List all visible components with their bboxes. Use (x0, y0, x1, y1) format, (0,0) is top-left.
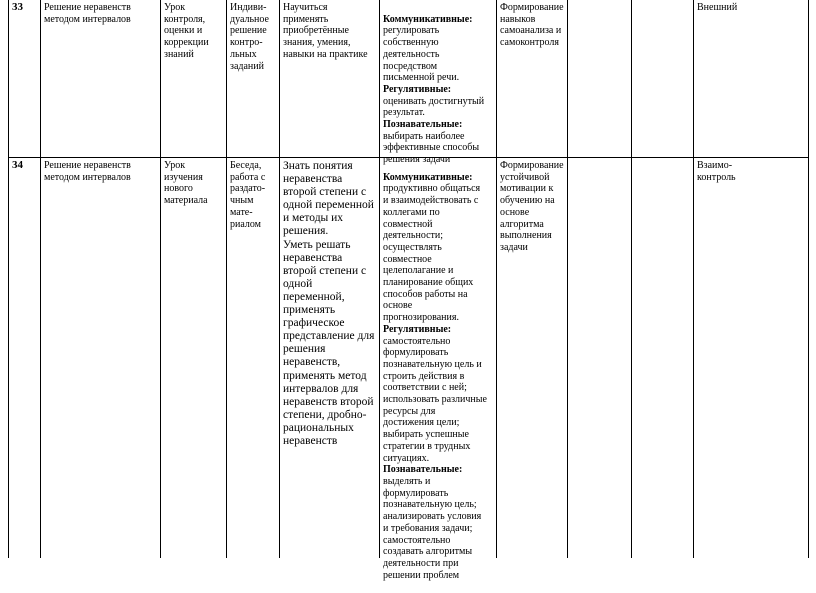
uud-regulative-text: оценивать достигнутый результат. (383, 95, 485, 119)
uud-regulative-title: Регулятивные: (383, 83, 452, 95)
lesson-number: 34 (12, 159, 23, 171)
column-divider (226, 0, 227, 558)
uud-cognitive-title: Познавательные: (383, 119, 463, 131)
lesson-topic: Решение неравенств методом интервалов (44, 2, 131, 25)
activity-type: Беседа, работа с раздато- чным мате- риалом (230, 160, 266, 230)
column-divider (631, 0, 632, 558)
uud-communicative-text: продуктивно общаться и взаимодействовать с коллегами по совместной деятельности; осуществлять совместное целеполагание и планирование общих способов работы на основе прогнозирования. (383, 183, 481, 324)
column-divider (279, 0, 280, 558)
lesson-number: 33 (12, 1, 23, 13)
uud-cell (383, 2, 495, 178)
uud-cognitive-title: Познавательные: (383, 464, 463, 476)
uud-cognitive-text: выделять и формулировать познавательную цель; анализировать условия и требования задачи; самостоятельно создавать алгоритмы деятельности при решении проблем (383, 475, 482, 581)
column-divider (160, 0, 161, 558)
uud-regulative-title: Регулятивные: (383, 323, 452, 335)
column-divider (379, 0, 380, 558)
personal-results: Формирование устойчивой мотивации к обучению на основе алгоритма выполнения задачи (500, 160, 564, 253)
activity-type: Индиви- дуальное решение контро- льных заданий (230, 2, 269, 72)
uud-communicative-text: регулировать собственную деятельность посредством письменной речи. (383, 25, 460, 84)
uud-cell (383, 160, 495, 593)
subject-results: Знать понятия неравенства второй степени с одной переменной и методы их решения. Уметь решать неравенства второй степени с одной переменной, применять графическое представление для решения неравенств, применять метод интервалов для неравенств второй степени, дробно- рациональных неравенств (283, 160, 375, 447)
column-divider (40, 0, 41, 558)
uud-communicative-title: Коммуникативные: (383, 171, 473, 183)
lesson-type: Урок контроля, оценки и коррекции знаний (164, 2, 209, 60)
lesson-topic: Решение неравенств методом интервалов (44, 160, 131, 183)
uud-regulative-text: самостоятельно формулировать познавательную цель и строить действия в соответствии с ней; использовать различные ресурсы для достижения цели; выбирать успешные стратегии в трудных ситуациях. (383, 335, 487, 464)
table-border-right (808, 0, 809, 558)
column-divider (567, 0, 568, 558)
uud-cognitive-text: выбирать наиболее эффективные способы решения задачи (383, 130, 480, 166)
control-form: Взаимо- контроль (697, 160, 736, 183)
personal-results: Формирование навыков самоанализа и самоконтроля (500, 2, 564, 49)
subject-results: Научиться применять приобретённые знания, умения, навыки на практике (283, 2, 368, 60)
control-form: Внешний (697, 2, 738, 13)
lesson-type: Урок изучения нового материала (164, 160, 208, 207)
column-divider (693, 0, 694, 558)
column-divider (496, 0, 497, 558)
uud-communicative-title: Коммуникативные: (383, 13, 473, 25)
table-border-left (8, 0, 9, 558)
